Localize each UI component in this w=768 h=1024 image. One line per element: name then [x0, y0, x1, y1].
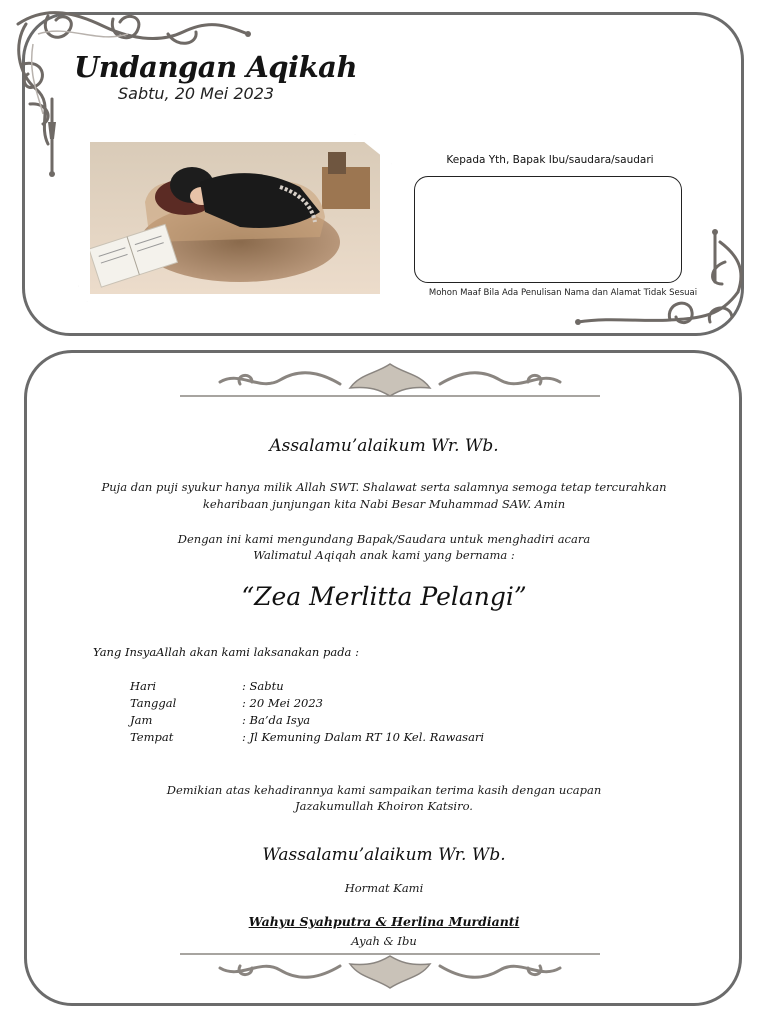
closing-line-2: Jazakumullah Khoiron Katsiro.: [295, 799, 473, 813]
detail-label: Hari: [130, 679, 157, 693]
parents-role: Ayah & Ibu: [351, 934, 417, 948]
regards: Hormat Kami: [344, 881, 424, 895]
closing-line-1: Demikian atas kehadirannya kami sampaikan terima kasih dengan ucapan: [166, 783, 602, 797]
baby-photo: [90, 142, 380, 294]
detail-value: : Jl Kemuning Dalam RT 10 Kel. Rawasari: [242, 730, 485, 744]
detail-label: Tempat: [130, 730, 174, 744]
child-name: “Zea Merlitta Pelangi”: [241, 582, 527, 611]
photo-frame: [78, 134, 392, 302]
recipient-label: Kepada Yth, Bapak Ibu/saudara/saudari: [446, 154, 654, 166]
divider-ornament-top: [180, 360, 600, 400]
invite-line-1: Dengan ini kami mengundang Bapak/Saudara untuk menghadiri acara: [177, 532, 591, 546]
detail-row-date: [130, 696, 323, 710]
detail-row-place: [130, 730, 484, 744]
event-intro: Yang InsyaAllah akan kami laksanakan pada :: [93, 645, 359, 659]
parents-names: Wahyu Syahputra & Herlina Murdianti: [248, 914, 520, 929]
detail-row-day: [130, 679, 284, 693]
opening-greeting: Assalamu’alaikum Wr. Wb.: [269, 436, 499, 456]
detail-label: Tanggal: [130, 696, 177, 710]
detail-label: Jam: [130, 713, 153, 727]
detail-value: : Sabtu: [242, 679, 284, 693]
event-date: Sabtu, 20 Mei 2023: [118, 84, 275, 103]
detail-value: : Ba’da Isya: [242, 713, 311, 727]
corner-ornament-bottom-right: [570, 222, 750, 344]
apology-note: Mohon Maaf Bila Ada Penulisan Nama dan Alamat Tidak Sesuai: [428, 288, 698, 298]
invite-line-2: Walimatul Aqiqah anak kami yang bernama :: [253, 548, 515, 562]
detail-value: : 20 Mei 2023: [242, 696, 323, 710]
closing-greeting: Wassalamu’alaikum Wr. Wb.: [262, 845, 506, 865]
invitation-title: Undangan Aqikah: [74, 50, 358, 84]
praise-line-1: Puja dan puji syukur hanya milik Allah SWT. Shalawat serta salamnya semoga tetap tercurahkan: [101, 480, 667, 494]
divider-ornament-bottom: [180, 952, 600, 992]
praise-line-2: keharibaan junjungan kita Nabi Besar Muhammad SAW. Amin: [202, 497, 566, 511]
detail-row-time: [130, 713, 310, 727]
